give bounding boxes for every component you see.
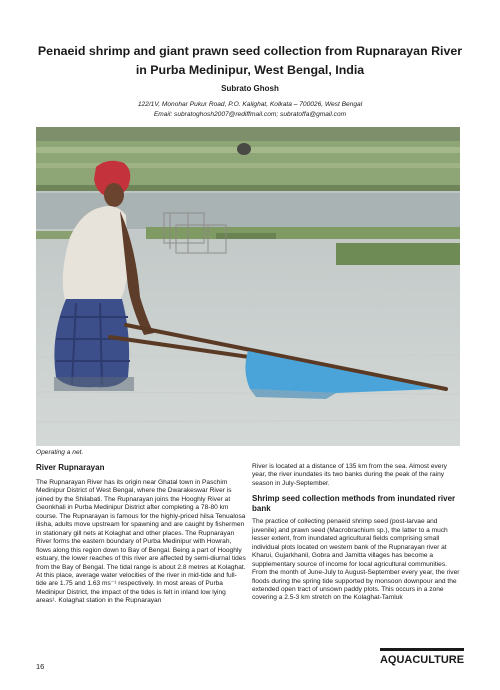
author-name: Subrato Ghosh xyxy=(221,84,279,93)
river-paragraph: The Rupnarayan River has its origin near Ghatal town in Paschim Medinipur District of West Bengal, where the Dwarakeswar River is joined by the Shilabati. The Rupnarayan joins the Hooghly River at Geonkhali in Purba Medinipur District after completing a 78-80 km course. The Rupnarayan is famous for the highly-priced hilsa Tenualosa ilisha, adults move upstream for spawning and are caught by fishermen in stationary gill nets at Kolaghat and other places. The Rupnarayan River forms the eastern boundary of Purba Medinipur with Howrah, flows along this region down to Bay of Bengal. Being a part of Hooghly estuary, the lower reaches of this river are affected by semi-diurnal tides from the Bay of Bengal. The tidal range is about 2.8 metres at Kolaghat. At this place, average water velocities of the river in mid-tide and full-tide are 1.75 and 1.63 ms⁻¹ respectively. In most areas of Purba Medinipur District, the impact of the tides is felt in inland low lying areas¹. Kolaghat station in the Rupnarayan xyxy=(36,479,246,605)
left-column xyxy=(36,463,247,606)
article-title xyxy=(36,42,464,80)
net-operation-photo xyxy=(36,127,460,446)
page-number: 16 xyxy=(36,662,45,671)
affiliation-address: 122/1V, Monohar Pukur Road, P.O. Kalighat, Kolkata – 700026, West Bengal xyxy=(137,101,363,108)
section-heading-river: River Rupnarayan xyxy=(36,463,105,472)
river-continued-paragraph: River is located at a distance of 135 km from the sea. Almost every year, the river inundates its two banks during the peak of the rainy season in July-September. xyxy=(252,463,447,487)
affiliation-email: Email: subratoghosh2007@rediffmail.com; subratoffa@gmail.com xyxy=(153,110,347,118)
title-line-1: Penaeid shrimp and giant prawn seed collection from Rupnarayan River xyxy=(37,44,463,58)
magazine-logo xyxy=(380,648,464,666)
section-heading-methods: Shrimp seed collection methods from inundated river bank xyxy=(252,494,456,514)
author-affiliation xyxy=(0,100,500,120)
title-line-2: in Purba Medinipur, West Bengal, India xyxy=(135,63,365,77)
methods-paragraph: The practice of collecting penaeid shrimp seed (post-larvae and juvenile) and prawn seed (Macrobrachium sp.), the latter to a much lesser extent, from inundated agricultural fields comprising small individual plots located on western bank of the Rupnarayan river at Kharui, Gujarkhanil, Gobra and Jamitta villages has become a supplementary source of income for local agricultural communities. From the month of June-July to August-September every year, the river floods during the spring tide supported by monsoon downpour and the extended open tract of unsown paddy plots. This occurs in a zone covering a 2.5-3 km stretch on the Kolaghat-Tamluk xyxy=(252,518,460,602)
distant-figure xyxy=(237,143,251,155)
right-column xyxy=(252,463,463,603)
magazine-name: AQUACULTURE xyxy=(380,654,464,666)
photo-caption: Operating a net. xyxy=(36,449,84,456)
